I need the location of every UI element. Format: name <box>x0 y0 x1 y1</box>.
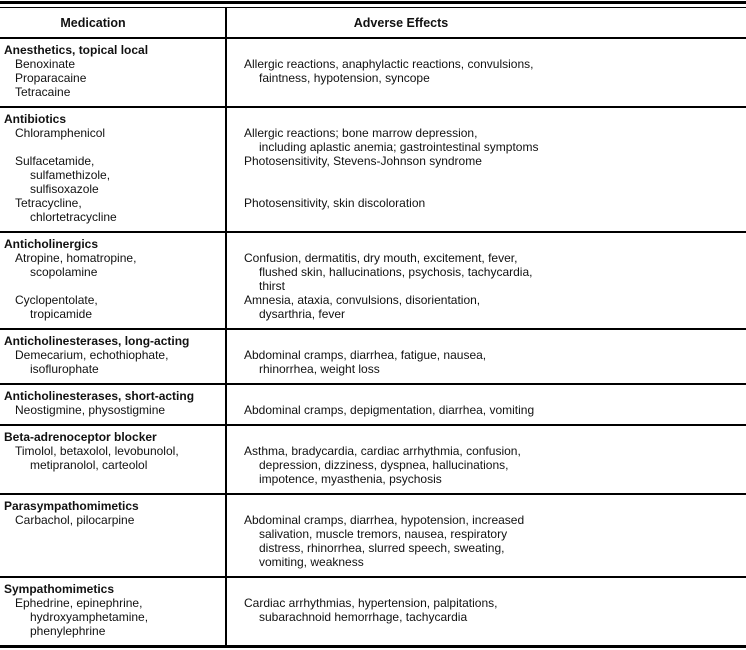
medication-name: scopolamine <box>30 265 98 279</box>
adverse-effects-header-label: Adverse Effects <box>353 15 449 30</box>
spacer-line <box>0 541 225 555</box>
adverse-effect-line: depression, dizziness, dyspnea, hallucinations, <box>259 458 509 472</box>
category-label: Antibiotics <box>4 112 66 126</box>
medication-name: metipranolol, carteolol <box>30 458 148 472</box>
medication-name: Cyclopentolate, <box>15 293 98 307</box>
spacer-line <box>227 389 746 403</box>
adverse-effect-line: Cardiac arrhythmias, hypertension, palpitations, <box>244 596 498 610</box>
adverse-effect-line: subarachnoid hemorrhage, tachycardia <box>259 610 468 624</box>
spacer-line <box>227 210 746 224</box>
spacer-line <box>0 279 225 293</box>
adverse-effects-cell <box>225 426 746 493</box>
medication-name: Benoxinate <box>15 57 76 71</box>
spacer-line <box>227 237 746 251</box>
adverse-effect-line: Confusion, dermatitis, dry mouth, excitement, fever, <box>244 251 518 265</box>
spacer-line <box>227 499 746 513</box>
adverse-effect-line: salivation, muscle tremors, nausea, respiratory <box>259 527 508 541</box>
section-anesthetics-topical-local <box>0 37 746 106</box>
table-sections <box>0 37 746 645</box>
table-header-row <box>0 8 746 37</box>
adverse-effect-line: rhinorrhea, weight loss <box>259 362 380 376</box>
spacer-line <box>227 43 746 57</box>
medication-cell <box>0 578 225 645</box>
adverse-effect-line: Asthma, bradycardia, cardiac arrhythmia, confusion, <box>244 444 521 458</box>
category-label: Anticholinergics <box>4 237 99 251</box>
category-label: Parasympathomimetics <box>4 499 139 513</box>
medication-name: Timolol, betaxolol, levobunolol, <box>15 444 179 458</box>
column-header-adverse-effects <box>225 8 746 37</box>
medication-header-label: Medication <box>60 15 126 30</box>
medication-name: tropicamide <box>30 307 93 321</box>
section-sympathomimetics <box>0 576 746 645</box>
medication-name: isoflurophate <box>30 362 99 376</box>
spacer-line <box>227 624 746 638</box>
medication-name: Tetracaine <box>15 85 71 99</box>
medication-name: Sulfacetamide, <box>15 154 95 168</box>
medication-name: Chloramphenicol <box>15 126 106 140</box>
adverse-effect-line: Abdominal cramps, diarrhea, fatigue, nausea, <box>244 348 487 362</box>
medication-cell <box>0 495 225 576</box>
adverse-effect-line: including aplastic anemia; gastrointestinal symptoms <box>259 140 539 154</box>
medication-name: Neostigmine, physostigmine <box>15 403 166 417</box>
adverse-effect-line: faintness, hypotension, syncope <box>259 71 430 85</box>
category-label: Sympathomimetics <box>4 582 115 596</box>
section-antibiotics <box>0 106 746 231</box>
adverse-effect-line: impotence, myasthenia, psychosis <box>259 472 442 486</box>
spacer-line <box>0 140 225 154</box>
adverse-effect-line: flushed skin, hallucinations, psychosis, tachycardia, <box>259 265 533 279</box>
bottom-rule <box>0 645 746 648</box>
adverse-effect-line: Abdominal cramps, depigmentation, diarrhea, vomiting <box>244 403 535 417</box>
adverse-effect-line: vomiting, weakness <box>259 555 364 569</box>
category-label: Anesthetics, topical local <box>4 43 149 57</box>
medication-cell <box>0 108 225 231</box>
spacer-line <box>227 582 746 596</box>
medication-name: Atropine, homatropine, <box>15 251 137 265</box>
adverse-effect-line: thirst <box>259 279 286 293</box>
medication-name: Demecarium, echothiophate, <box>15 348 169 362</box>
medication-name: Proparacaine <box>15 71 87 85</box>
adverse-effect-line: Allergic reactions; bone marrow depression, <box>244 126 478 140</box>
column-header-medication <box>0 8 225 37</box>
adverse-effects-cell <box>225 385 746 424</box>
adverse-effects-cell <box>225 495 746 576</box>
adverse-effects-cell <box>225 39 746 106</box>
spacer-line <box>227 168 746 182</box>
spacer-line <box>227 334 746 348</box>
adverse-effect-line: Allergic reactions, anaphylactic reactions, convulsions, <box>244 57 534 71</box>
adverse-effects-cell <box>225 108 746 231</box>
adverse-effects-cell <box>225 330 746 383</box>
section-parasympathomimetics <box>0 493 746 576</box>
category-label: Anticholinesterases, short-acting <box>4 389 195 403</box>
medication-name: Tetracycline, <box>15 196 82 210</box>
medication-cell <box>0 385 225 424</box>
medication-name: phenylephrine <box>30 624 106 638</box>
medication-adverse-effects-table <box>0 8 746 645</box>
adverse-effect-line: Abdominal cramps, diarrhea, hypotension, increased <box>244 513 525 527</box>
adverse-effect-line: distress, rhinorrhea, slurred speech, sweating, <box>259 541 505 555</box>
category-label: Anticholinesterases, long-acting <box>4 334 190 348</box>
medication-name: chlortetracycline <box>30 210 117 224</box>
section-anticholinesterases-long-acting <box>0 328 746 383</box>
spacer-line <box>0 472 225 486</box>
spacer-line <box>227 85 746 99</box>
section-beta-adrenoceptor-blocker <box>0 424 746 493</box>
adverse-effect-line: dysarthria, fever <box>259 307 346 321</box>
medication-name: sulfisoxazole <box>30 182 99 196</box>
spacer-line <box>227 182 746 196</box>
adverse-effect-line: Amnesia, ataxia, convulsions, disorientation, <box>244 293 481 307</box>
medication-name: hydroxyamphetamine, <box>30 610 149 624</box>
medication-cell <box>0 426 225 493</box>
adverse-effects-cell <box>225 233 746 328</box>
medication-name: Carbachol, pilocarpine <box>15 513 135 527</box>
spacer-line <box>0 555 225 569</box>
medication-cell <box>0 39 225 106</box>
spacer-line <box>0 527 225 541</box>
spacer-line <box>227 112 746 126</box>
adverse-effects-cell <box>225 578 746 645</box>
medication-cell <box>0 233 225 328</box>
section-anticholinergics <box>0 231 746 328</box>
adverse-effect-line: Photosensitivity, Stevens-Johnson syndrome <box>244 154 482 168</box>
spacer-line <box>227 430 746 444</box>
adverse-effect-line: Photosensitivity, skin discoloration <box>244 196 426 210</box>
medication-name: sulfamethizole, <box>30 168 111 182</box>
section-anticholinesterases-short-acting <box>0 383 746 424</box>
medication-name: Ephedrine, epinephrine, <box>15 596 143 610</box>
medication-cell <box>0 330 225 383</box>
category-label: Beta-adrenoceptor blocker <box>4 430 157 444</box>
